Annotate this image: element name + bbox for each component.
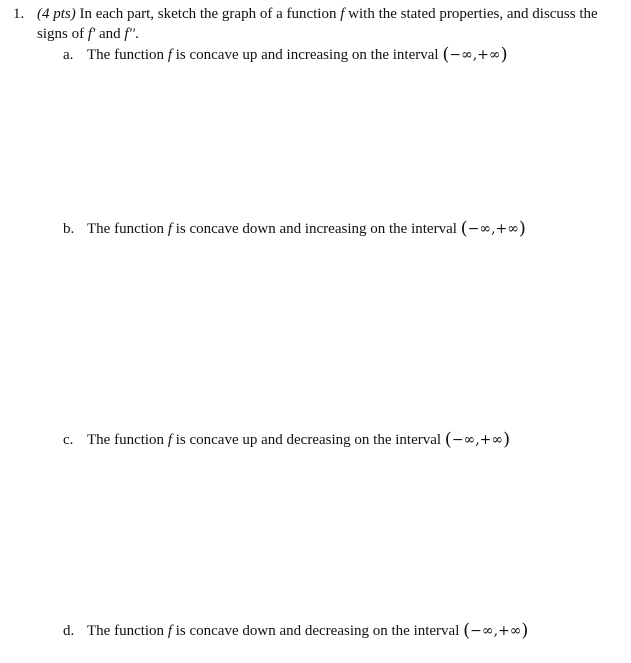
part-prefix: The function bbox=[87, 432, 168, 448]
question-text-pre: In each part, sketch the graph of a function bbox=[75, 6, 341, 22]
part-label: c. bbox=[63, 432, 74, 448]
interval-open-paren: ( bbox=[442, 44, 450, 65]
interval-bounds: −∞,+∞ bbox=[449, 47, 501, 63]
part-function-symbol: f bbox=[167, 432, 172, 448]
interval-close-paren: ) bbox=[500, 44, 508, 65]
function-symbol: f bbox=[340, 6, 345, 22]
part-a bbox=[63, 45, 508, 65]
part-prefix: The function bbox=[87, 623, 168, 639]
part-description: is concave up and increasing on the interval bbox=[171, 47, 443, 63]
part-description: is concave down and increasing on the interval bbox=[171, 221, 461, 237]
part-label: d. bbox=[63, 623, 75, 639]
conjunction: and bbox=[95, 26, 125, 42]
part-d bbox=[63, 621, 528, 641]
part-prefix: The function bbox=[87, 221, 168, 237]
part-b bbox=[63, 219, 526, 239]
question-prompt bbox=[37, 4, 622, 44]
interval bbox=[442, 44, 508, 65]
interval bbox=[444, 429, 511, 450]
interval-open-paren: ( bbox=[460, 218, 468, 239]
interval-bounds: −∞,+∞ bbox=[467, 221, 519, 237]
interval-open-paren: ( bbox=[463, 620, 471, 641]
interval-bounds: −∞,+∞ bbox=[451, 432, 504, 448]
interval-close-paren: ) bbox=[518, 218, 526, 239]
part-function-symbol: f bbox=[167, 623, 172, 639]
interval-open-paren: ( bbox=[444, 429, 452, 450]
part-label: a. bbox=[63, 47, 74, 63]
interval bbox=[460, 218, 526, 239]
part-description: is concave down and decreasing on the interval bbox=[171, 623, 464, 639]
question-text-post: with the stated properties, and discuss the signs of bbox=[37, 6, 598, 42]
part-function-symbol: f bbox=[167, 47, 172, 63]
part-label: b. bbox=[63, 221, 75, 237]
part-description: is concave up and decreasing on the interval bbox=[171, 432, 445, 448]
question-number: 1. bbox=[13, 6, 25, 22]
part-prefix: The function bbox=[87, 47, 168, 63]
interval-close-paren: ) bbox=[521, 620, 529, 641]
interval-bounds: −∞,+∞ bbox=[470, 623, 522, 639]
first-derivative-symbol: f' bbox=[87, 26, 96, 42]
question-end: . bbox=[135, 26, 139, 42]
part-c bbox=[63, 430, 510, 450]
second-derivative-symbol: f'' bbox=[124, 26, 135, 42]
interval-close-paren: ) bbox=[503, 429, 511, 450]
question-points: (4 pts) bbox=[37, 6, 76, 22]
interval bbox=[463, 620, 529, 641]
part-function-symbol: f bbox=[167, 221, 172, 237]
